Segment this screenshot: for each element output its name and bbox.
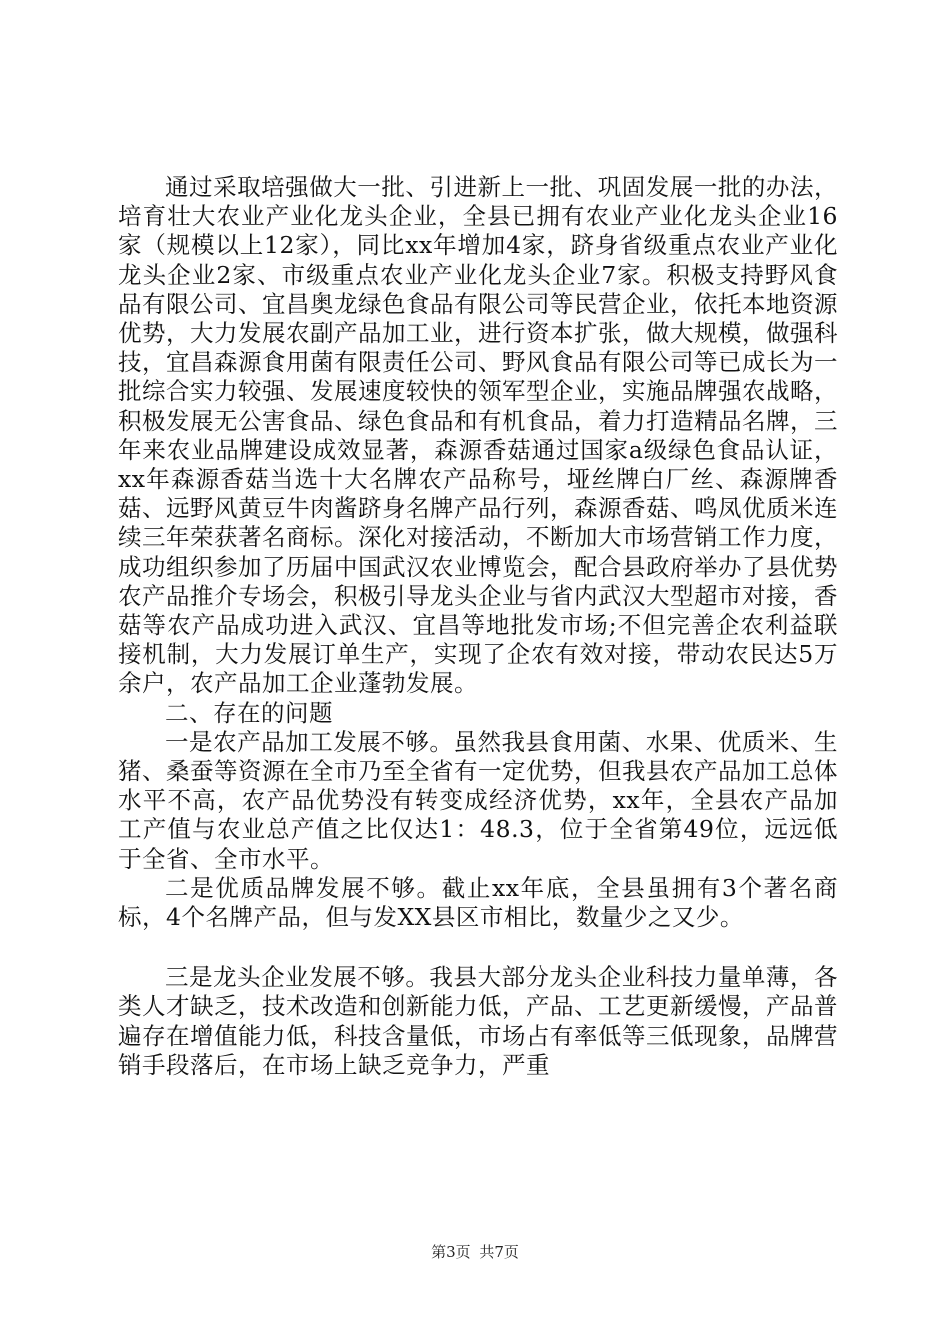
paragraph-processing-problem: 一是农产品加工发展不够。虽然我县食用菌、水果、优质米、生猪、桑蚕等资源在全市乃至全省有一定优势，但我县农产品加工总体水平不高，农产品优势没有转变成经济优势，xx年，全县农产品加工产值与农业总产值之比仅达1：48.3，位于全省第49位，远远低于全省、全市水平。 xyxy=(118,727,838,873)
page-footer xyxy=(0,1241,950,1262)
paragraph-brand-problem: 二是优质品牌发展不够。截止xx年底，全县虽拥有3个著名商标，4个名牌产品，但与发XX县区市相比，数量少之又少。 xyxy=(118,873,838,932)
page-number-current: 第3页 xyxy=(431,1243,471,1261)
paragraph-enterprise-development: 通过采取培强做大一批、引进新上一批、巩固发展一批的办法，培育壮大农业产业化龙头企业，全县已拥有农业产业化龙头企业16家（规模以上12家），同比xx年增加4家，跻身省级重点农业产业化龙头企业2家、市级重点农业产业化龙头企业7家。积极支持野风食品有限公司、宜昌奥龙绿色食品有限公司等民营企业，依托本地资源优势，大力发展农副产品加工业，进行资本扩张，做大规模，做强科技，宜昌森源食用菌有限责任公司、野风食品有限公司等已成长为一批综合实力较强、发展速度较快的领军型企业，实施品牌强农战略，积极发展无公害食品、绿色食品和有机食品，着力打造精品名牌，三年来农业品牌建设成效显著，森源香菇通过国家a级绿色食品认证，xx年森源香菇当选十大名牌农产品称号，垭丝牌白厂丝、森源牌香菇、远野风黄豆牛肉酱跻身名牌产品行列，森源香菇、鸣凤优质米连续三年荣获著名商标。深化对接活动，不断加大市场营销工作力度，成功组织参加了历届中国武汉农业博览会，配合县政府举办了县优势农产品推介专场会，积极引导龙头企业与省内武汉大型超市对接，香菇等农产品成功进入武汉、宜昌等地批发市场;不但完善企农利益联接机制，大力发展订单生产，实现了企农有效对接，带动农民达5万余户，农产品加工企业蓬勃发展。 xyxy=(118,173,838,698)
paragraph-leading-enterprise-problem: 三是龙头企业发展不够。我县大部分龙头企业科技力量单薄，各类人才缺乏，技术改造和创新能力低，产品、工艺更新缓慢，产品普遍存在增值能力低，科技含量低，市场占有率低等三低现象，品牌营销手段落后，在市场上缺乏竞争力，严重 xyxy=(118,963,838,1079)
section-heading-problems: 二、存在的问题 xyxy=(165,698,333,727)
document-body xyxy=(118,173,838,1080)
page-number-total: 共7页 xyxy=(479,1243,519,1261)
paragraph-spacer xyxy=(118,932,838,963)
